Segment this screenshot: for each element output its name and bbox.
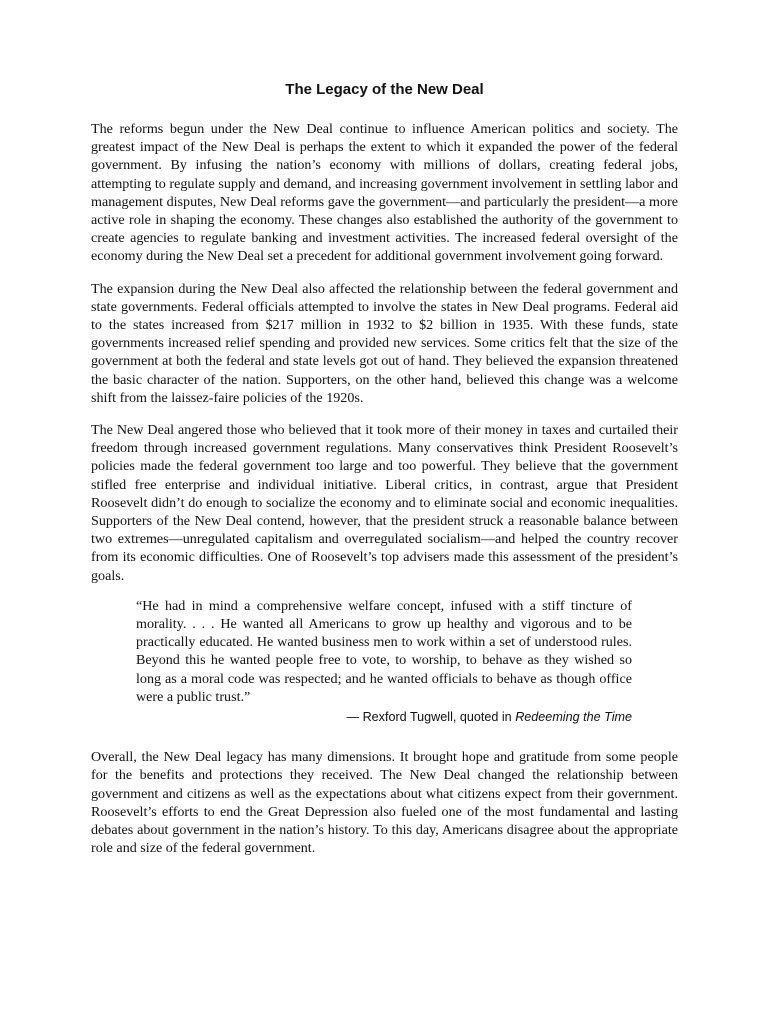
document-title: The Legacy of the New Deal — [285, 81, 484, 98]
paragraph-state-relations: The expansion during the New Deal also affected the relationship between the federal government and state governments. Federal officials attempted to involve the states in New Deal programs. Federal aid to the states increased from $217 million in 1932 to $2 billion in 1935. With these funds, state governments increased relief spending and provided new services. Some critics felt that the size of the government at both the federal and state levels got out of hand. They believed the expansion threatened the basic character of the nation. Supporters, on the other hand, believed this change was a welcome shift from the laissez-faire policies of the 1920s. — [91, 280, 678, 406]
paragraph-conclusion: Overall, the New Deal legacy has many dimensions. It brought hope and gratitude from some people for the benefits and protections they received. The New Deal changed the relationship between government and citizens as well as the expectations about what citizens expect from their government. Roosevelt’s efforts to end the Great Depression also fueled one of the most fundamental and lasting debates about government in the nation’s history. To this day, Americans disagree about the appropriate role and size of the federal government. — [91, 749, 678, 857]
quote-text: “He had in mind a comprehensive welfare concept, infused with a stiff tincture of morality. . . . He wanted all Americans to grow up healthy and vigorous and to be practically educated. He wanted business men to work within a set of understood rules. Beyond this he wanted people free to vote, to worship, to behave as they wished so long as a moral code was respected; and he wanted officials to behave as though office were a public trust.” — [136, 597, 632, 705]
block-quote — [91, 597, 678, 726]
attribution-source: Redeeming the Time — [515, 710, 632, 725]
paragraph-critics: The New Deal angered those who believed that it took more of their money in taxes and curtailed their freedom through increased government regulations. Many conservatives think President Roosevelt’s policies made the federal government too large and too powerful. They believe that the government stifled free enterprise and individual initiative. Liberal critics, in contrast, argue that President Roosevelt didn’t do enough to socialize the economy and to eliminate social and economic inequalities. Supporters of the New Deal contend, however, that the president struck a reasonable balance between two extremes—unregulated capitalism and overregulated socialism—and helped the country recover from its economic difficulties. One of Roosevelt’s top advisers made this assessment of the president’s goals. — [91, 422, 678, 584]
paragraph-federal-power: The reforms begun under the New Deal continue to influence American politics and society. The greatest impact of the New Deal is perhaps the extent to which it expanded the power of the federal government. By infusing the nation’s economy with millions of dollars, creating federal jobs, attempting to regulate supply and demand, and increasing government involvement in settling labor and management disputes, New Deal reforms gave the government—and particularly the president—a more active role in shaping the economy. These changes also established the authority of the government to create agencies to regulate banking and investment activities. The increased federal oversight of the economy during the New Deal set a precedent for additional government involvement going forward. — [91, 121, 678, 265]
attribution-author: — Rexford Tugwell, quoted in — [346, 710, 516, 725]
document-body — [91, 80, 678, 871]
quote-attribution — [136, 708, 632, 726]
